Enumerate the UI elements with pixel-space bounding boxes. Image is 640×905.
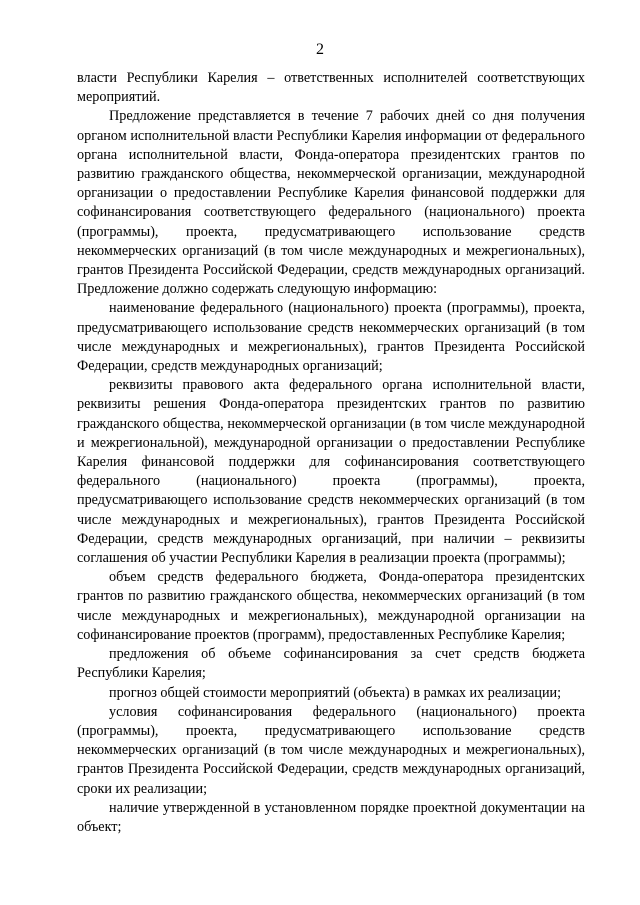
paragraph: условия софинансирования федерального (национального) проекта (программы), проекта, предусматривающего использование средств некоммерческих организаций (в том числе международных и межрегиональных), грантов Президента Российской Федерации, средств международных организаций, сроки их реализации; [77,703,585,797]
paragraph: наличие утвержденной в установленном порядке проектной документации на объект; [77,799,585,835]
paragraph: власти Республики Карелия – ответственных исполнителей соответствующих мероприятий. [77,70,585,106]
paragraph: наименование федерального (национального) проекта (программы), проекта, предусматривающего использование средств некоммерческих организаций (в том числе международных и межрегиональных), грантов Президента Российской Федерации, средств международных организаций; [77,300,585,375]
paragraph: объем средств федерального бюджета, Фонда-оператора президентских грантов по развитию гражданского общества, некоммерческих организаций (в том числе международных и межрегиональных), международной организации на софинансирование проектов (программ), предоставленных Республике Карелия; [77,569,585,643]
paragraph: предложения об объеме софинансирования за счет средств бюджета Республики Карелия; [77,646,585,682]
paragraph: прогноз общей стоимости мероприятий (объекта) в рамках их реализации; [109,684,562,701]
paragraph: реквизиты правового акта федерального органа исполнительной власти, реквизиты решения Фонда-оператора президентских грантов по развитию гражданского общества, некоммерческой организации (в том числе международной и межрегиональной), международной организации о предоставлении Республике Карелия финансовой поддержки для софинансирования соответствующего федерального (национального) проекта (программы), проекта, предусматривающего использование средств некоммерческих организаций (в том числе международных и межрегиональных), грантов Президента Российской Федерации, средств международных организаций, при наличии – реквизиты соглашения об участии Республики Карелия в реализации проекта (программы); [77,377,585,567]
page-number: 2 [316,41,324,58]
paragraph: Предложение представляется в течение 7 рабочих дней со дня получения органом исполнительной власти Республики Карелия информации от федерального органа исполнительной власти, Фонда-оператора президентских грантов по развитию гражданского общества, некоммерческой организации, международной организации о предоставлении Республике Карелия финансовой поддержки для софинансирования соответствующего федерального (национального) проекта (программы), проекта, предусматривающего использование средств некоммерческих организаций (в том числе международных и межрегиональных), грантов Президента Российской Федерации, средств международных организаций. Предложение должно содержать следующую информацию: [77,108,585,298]
document-body [77,69,585,837]
